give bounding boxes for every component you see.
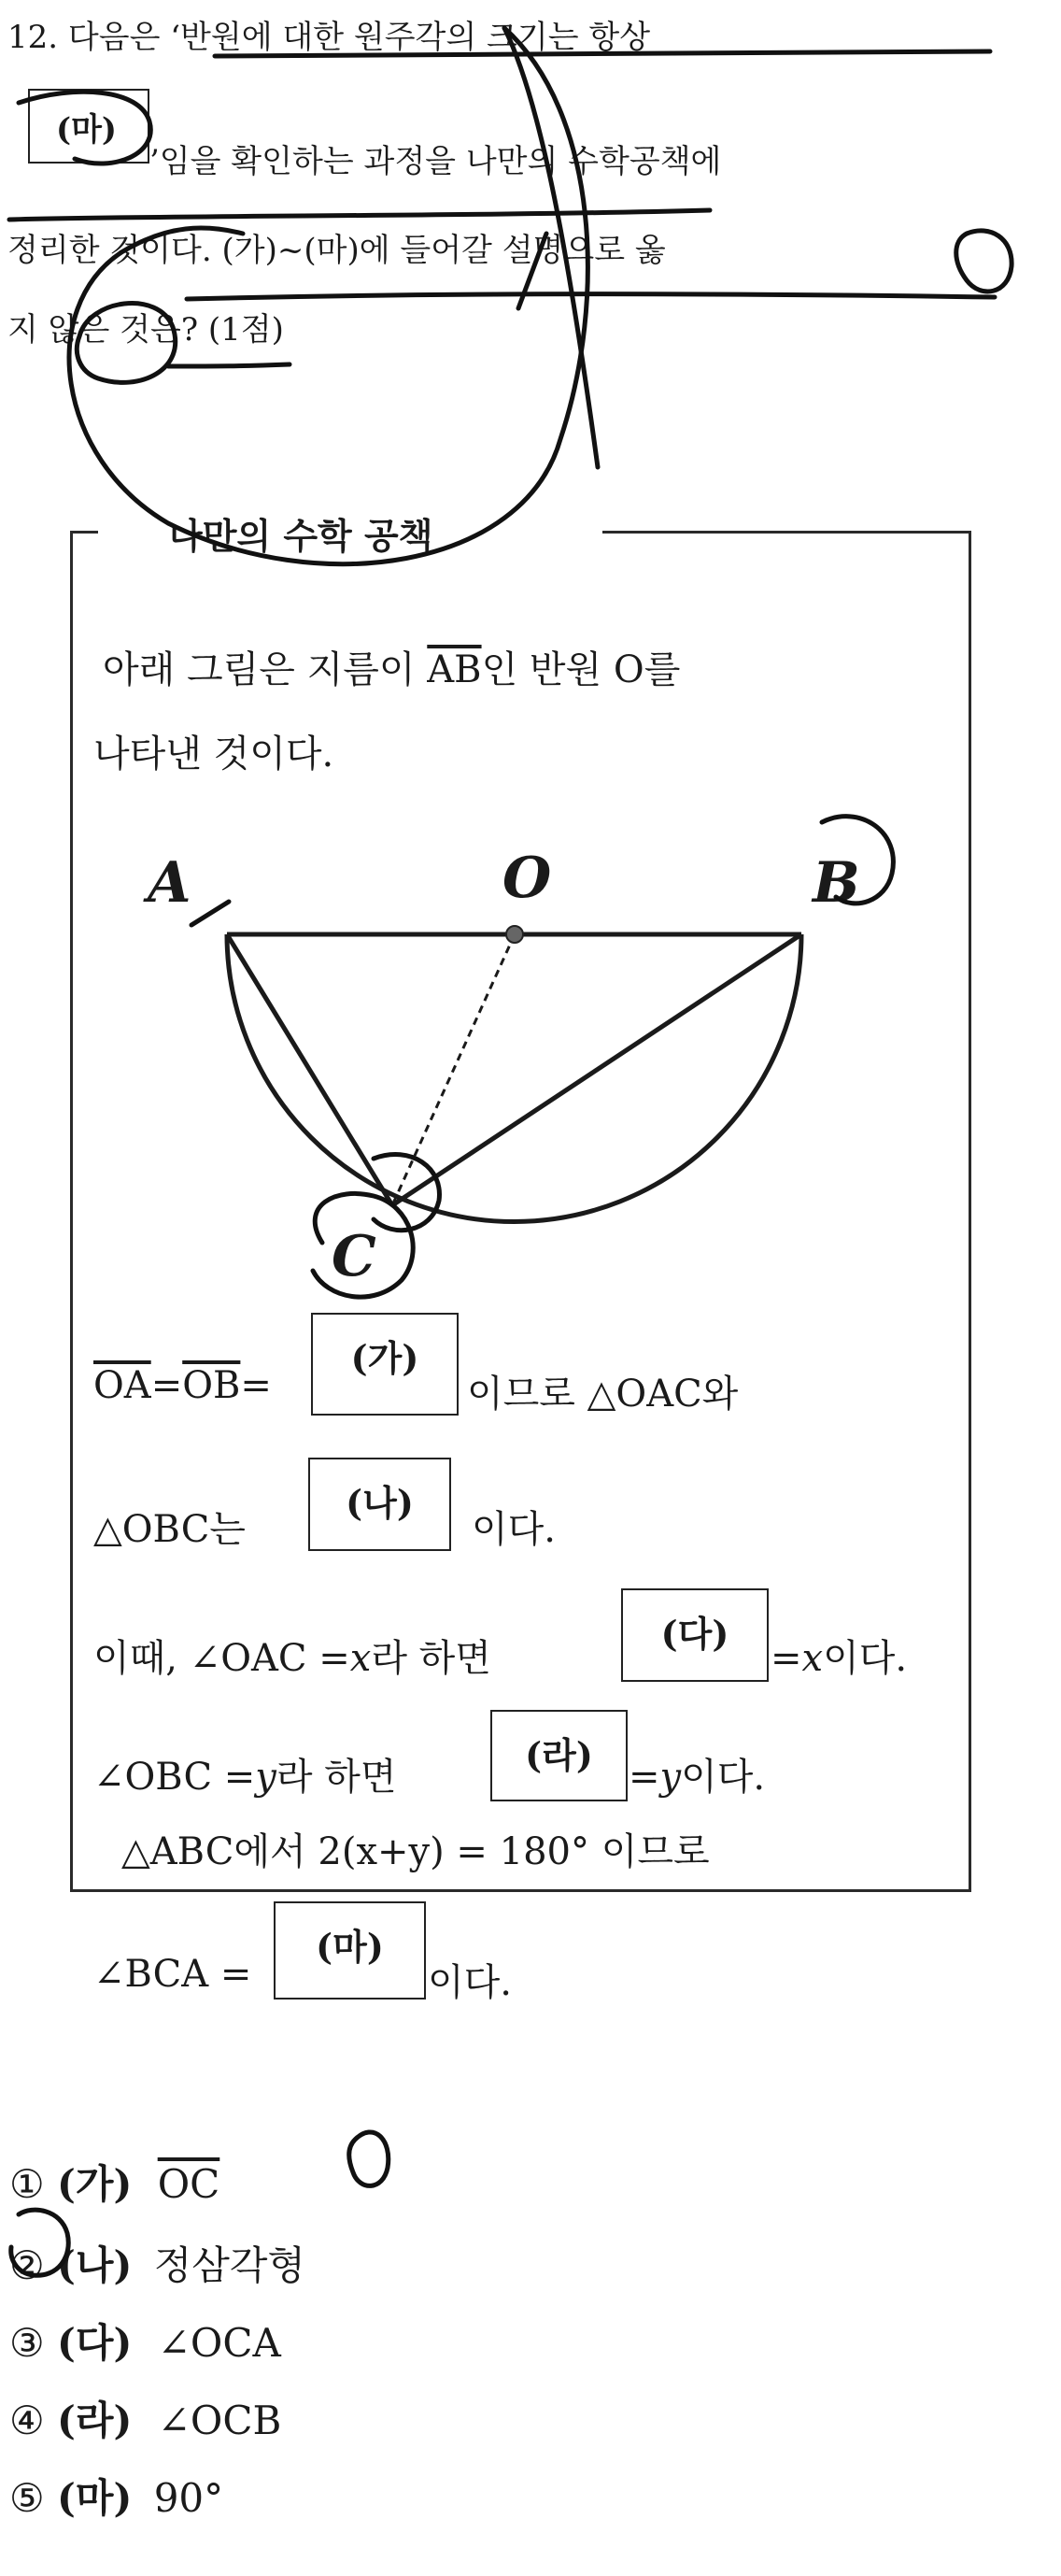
step-6-tail: 이다. xyxy=(428,1961,512,2004)
blank-box-da: (다) xyxy=(621,1588,769,1682)
semicircle-figure xyxy=(227,926,801,1221)
step-1-tail: 이므로 △OAC와 xyxy=(467,1373,739,1416)
pen-circle-choice-1 xyxy=(349,2132,389,2185)
intro-line-2: 나타낸 것이다. xyxy=(93,733,334,776)
blank-box-ga: (가) xyxy=(311,1313,459,1416)
blank-box-na: (나) xyxy=(308,1458,451,1551)
pen-circle-ma xyxy=(19,92,150,164)
label-a: A xyxy=(148,850,191,916)
choice-1[interactable]: ① (가) $\overline{OC}$ xyxy=(9,2161,220,2207)
question-line-2: ’임을 확인하는 과정을 나만의 수학공책에 xyxy=(149,143,722,180)
pen-underline-4 xyxy=(168,364,290,366)
question-box-label: (마) xyxy=(56,111,118,149)
step-2-head: △OBC는 xyxy=(93,1508,246,1551)
question-line-1: 12. 다음은 ‘반원에 대한 원주각의 크기는 항상 xyxy=(7,19,651,56)
center-point-o xyxy=(506,926,523,943)
chord-ac xyxy=(227,934,392,1205)
step-6-head: ∠BCA = xyxy=(93,1953,252,1996)
pen-stroke-ma xyxy=(518,234,546,308)
question-line-3: 정리한 것이다. (가)~(마)에 들어갈 설명으로 옳 xyxy=(7,232,666,269)
blank-box-ma: (마) xyxy=(274,1901,426,2000)
label-b: B xyxy=(813,850,860,916)
pen-circle-choice-2 xyxy=(11,2210,69,2275)
pen-underline-1 xyxy=(215,51,990,56)
choice-5[interactable]: ⑤ (마) 90° xyxy=(9,2475,224,2521)
step-1: $\overline{OA}=\overline{OB}=$ xyxy=(93,1364,272,1407)
pen-circle-anh xyxy=(77,304,175,383)
choice-4[interactable]: ④ (라) ∠OCB xyxy=(9,2398,282,2443)
step-3: 이때, ∠OAC =x라 하면 xyxy=(93,1637,491,1680)
step-2-tail: 이다. xyxy=(472,1508,556,1551)
intro-line-1: 아래 그림은 지름이 $\overline{AB}$인 반원 O를 xyxy=(103,648,681,691)
pen-underline-3 xyxy=(187,294,995,299)
notebook-title: 나만의 수학 공책 xyxy=(168,515,433,557)
pen-circle-c-label xyxy=(313,1193,413,1297)
label-c: C xyxy=(332,1224,376,1289)
blank-box-ra: (라) xyxy=(490,1710,628,1801)
step-4: ∠OBC =y라 하면 xyxy=(93,1756,397,1799)
step-3-tail: =x이다. xyxy=(771,1637,908,1680)
pen-circle-ol xyxy=(956,231,1011,292)
choice-3[interactable]: ③ (다) ∠OCA xyxy=(9,2320,281,2366)
pen-circle-b xyxy=(822,817,893,904)
question-line-4: 지 않은 것은? (1점) xyxy=(7,311,284,349)
label-o: O xyxy=(502,846,552,911)
handwritten-marks xyxy=(9,28,1011,2275)
step-4-tail: =y이다. xyxy=(629,1756,766,1799)
step-5: △ABC에서 2(x+y) = 180° 이므로 xyxy=(121,1830,710,1873)
pen-strike-line xyxy=(9,210,710,220)
choice-2[interactable]: ② (나) 정삼각형 xyxy=(9,2242,305,2288)
segment-ab: $\overline{AB}$ xyxy=(427,648,482,691)
pen-tick-a xyxy=(191,902,229,925)
